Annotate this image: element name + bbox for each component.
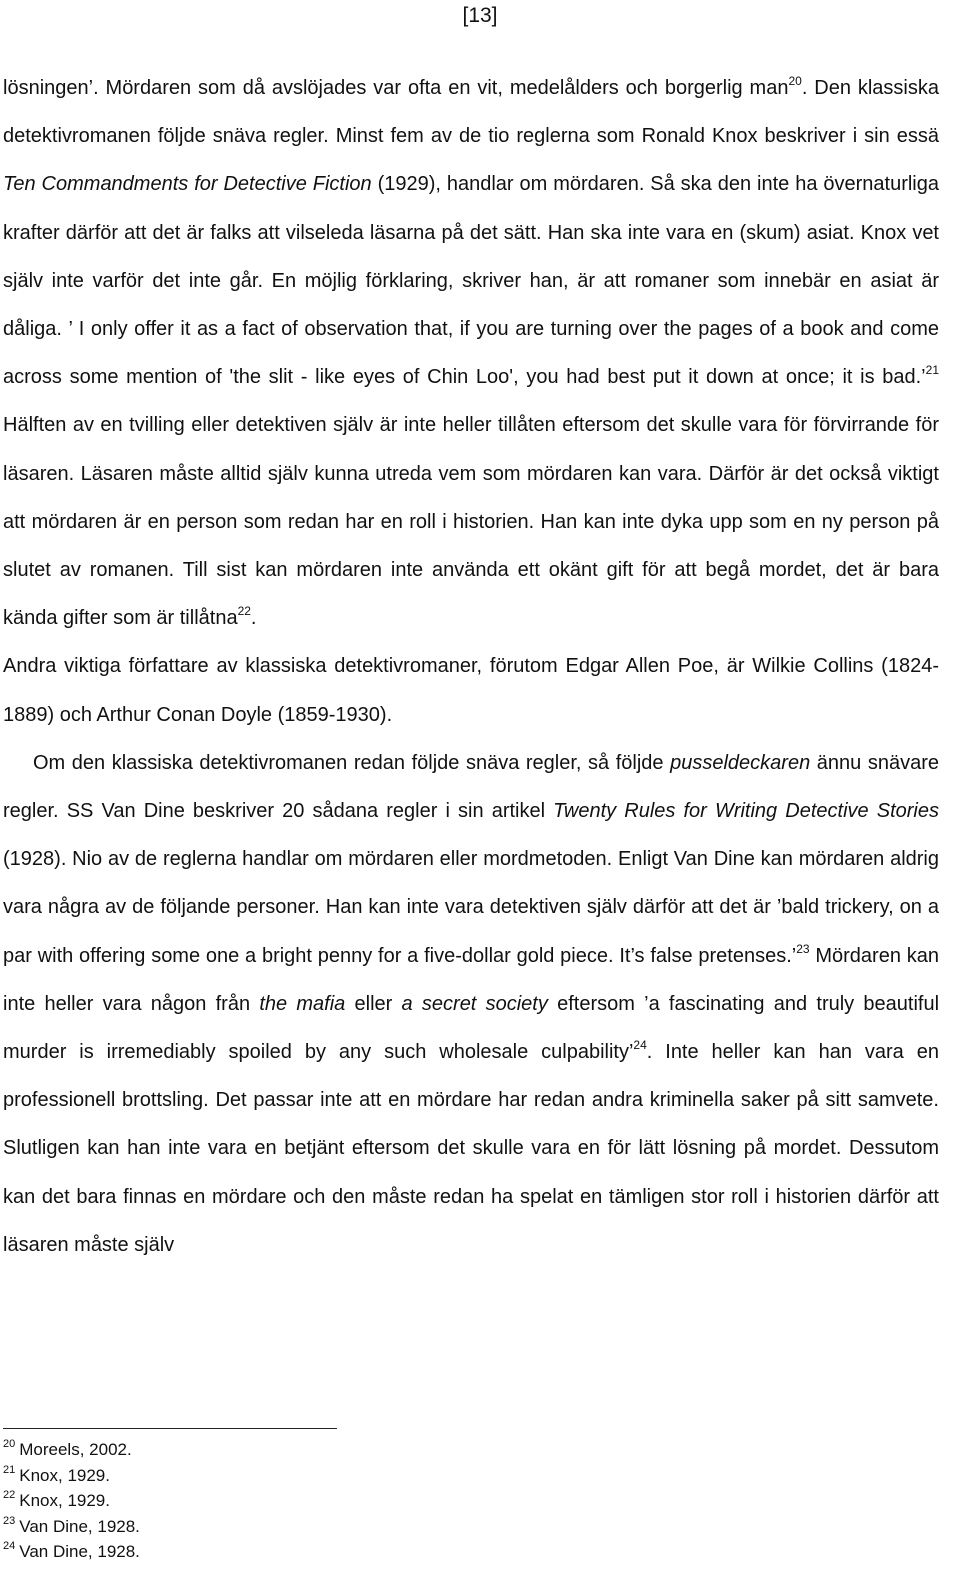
text-run: Mördaren kan inte heller vara någon från xyxy=(3,944,939,1015)
footnote-ref-21: 21 xyxy=(925,363,939,378)
paragraph-1 xyxy=(3,64,939,642)
text-run: eller xyxy=(345,992,402,1015)
text-run: Om den klassiska detektivromanen redan följde snäva regler, så följde xyxy=(33,751,671,774)
footnote-ref-24: 24 xyxy=(633,1038,647,1053)
page-number: [13] xyxy=(462,4,498,27)
body-text xyxy=(3,64,939,1269)
footnote-text: Knox, 1929. xyxy=(19,1491,110,1511)
text-run: . Den klassiska detektivromanen följde snäva regler. Minst fem av de tio reglerna som Ronald Knox beskriver i sin essä xyxy=(3,77,939,148)
footnote-number: 24 xyxy=(3,1540,16,1553)
footnote-ref-22: 22 xyxy=(237,604,251,619)
footnote-text: Van Dine, 1928. xyxy=(19,1516,140,1536)
footnote xyxy=(3,1463,903,1489)
footnote-text: Moreels, 2002. xyxy=(19,1440,132,1459)
text-run: eftersom ’a fascinating and truly beautiful murder is irremediably spoiled by any such wholesale culpability’ xyxy=(3,992,940,1064)
text-run: (1929), handlar om mördaren. Så ska den inte ha övernaturliga krafter därför att det är falks att vilseleda läsarna på det sätt. Han ska inte vara en (skum) asiat. Knox vet själv inte varför det inte går. En möjlig förklaring, skriver han, är att romaner som innebär en asiat är dåliga. ’ I only offer it as a fact of observation that, if you are turning over the pages of a book and come across some mention of 'the slit - like eyes of Chin Loo', you had best put it down at once; it is bad.’ xyxy=(3,173,939,389)
footnote-ref-23: 23 xyxy=(796,941,810,956)
footnote-number: 21 xyxy=(3,1463,16,1476)
footnote-number: 22 xyxy=(3,1489,16,1502)
footnote-ref-20: 20 xyxy=(788,74,802,88)
footnote xyxy=(3,1514,903,1540)
essay-title: Ten Commandments for Detective Fiction xyxy=(3,173,372,196)
footnote-number: 23 xyxy=(3,1514,16,1527)
footnote-text: Van Dine, 1928. xyxy=(19,1542,140,1562)
footnotes xyxy=(3,1437,903,1565)
text-run: . Inte heller kan han vara en professionell brottsling. Det passar inte att en mördare har redan andra kriminella saker på sitt samvete. Slutligen kan han inte vara en betjänt eftersom det skulle vara en för lätt lösning på mordet. Dessutom kan det bara finnas en mördare och den måste redan ha spelat en tämligen stor roll i historien därför att läsaren måste själv xyxy=(3,1041,939,1256)
paragraph-3 xyxy=(3,739,939,1269)
text-run: Hälften av en tvilling eller detektiven själv är inte heller tillåten eftersom det skulle vara för förvirrande för läsaren. Läsaren måste alltid själv kunna utreda vem som mördaren kan vara. Därför är det också viktigt att mördaren är en person som redan har en roll i historien. Han kan inte dyka upp som en ny person på slutet av romanen. Till sist kan mördaren inte använda ett okänt gift för att begå mordet, det är bara kända gifter som är tillåtna xyxy=(3,414,939,630)
text-run: (1928). Nio av de reglerna handlar om mördaren eller mordmetoden. Enligt Van Dine kan mördaren aldrig vara några av de följande personer. Han kan inte vara detektiven själv därför att det är ’bald trickery, on a par with offering some one a bright penny for a five-dollar gold piece. It’s false pretenses.’ xyxy=(3,848,939,967)
footnote-text: Knox, 1929. xyxy=(19,1465,110,1485)
text-run: ännu snävare regler. SS Van Dine beskriver 20 sådana regler i sin artikel xyxy=(3,751,939,823)
footnote xyxy=(3,1437,903,1463)
footnote xyxy=(3,1539,903,1565)
term-mafia: the mafia xyxy=(259,992,346,1015)
footnote-separator xyxy=(3,1428,337,1429)
term-pusseldeckaren: pusseldeckaren xyxy=(670,751,811,774)
article-title: Twenty Rules for Writing Detective Stories xyxy=(553,800,940,823)
term-secret-society: a secret society xyxy=(401,992,548,1015)
footnote xyxy=(3,1488,903,1514)
text-run: lösningen’. Mördaren som då avslöjades var ofta en vit, medelålders och borgerlig man xyxy=(3,77,789,99)
footnote-number: 20 xyxy=(3,1438,16,1450)
text-run: . xyxy=(250,607,257,630)
paragraph-2: Andra viktiga författare av klassiska detektivromaner, förutom Edgar Allen Poe, är Wilkie Collins (1824-1889) och Arthur Conan Doyle (1859-1930). xyxy=(3,655,939,726)
